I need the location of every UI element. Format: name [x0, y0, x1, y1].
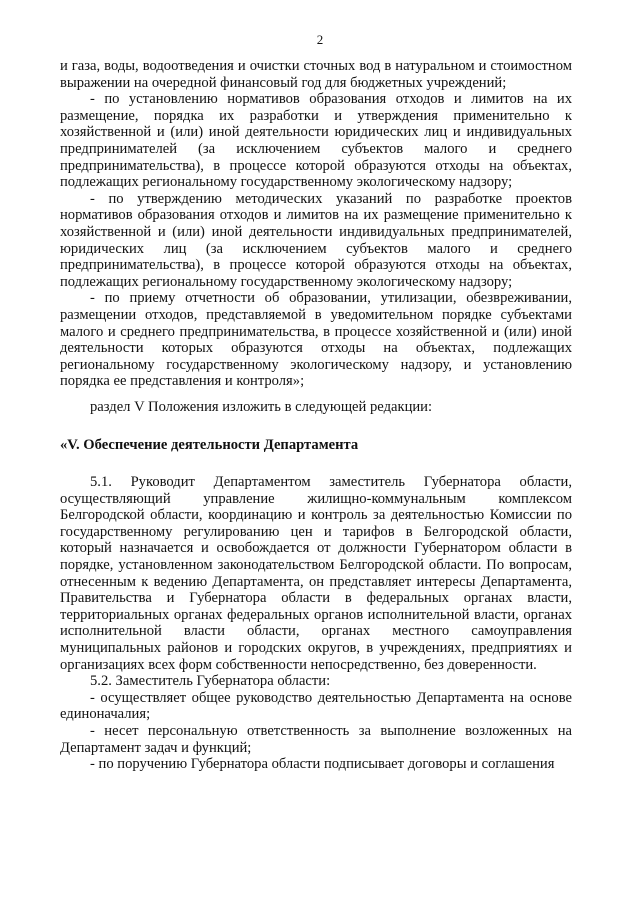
page-number: 2 — [316, 32, 324, 47]
paragraph-5-2: 5.2. Заместитель Губернатора области: — [90, 673, 331, 690]
paragraph-continuation: и газа, воды, водоотведения и очистки сточных вод в натуральном и стоимостном выражении на очередной финансовый год для бюджетных учреждений; — [60, 58, 572, 91]
list-item-method-guidelines: - по утверждению методических указаний по разработке проектов нормативов образования отходов и лимитов на их размещение применительно к хозяйственной и (или) иной деятельности индивидуальных предпринимателей, юридических лиц (за исключением субъектов малого и среднего предпринимательства), в процессе которой образуются отходы на объектах, подлежащих региональному государственному экологическому надзору; — [60, 190, 572, 290]
list-item-signing: - по поручению Губернатора области подписывает договоры и соглашения — [90, 756, 555, 773]
paragraph-section-intro: раздел V Положения изложить в следующей редакции: — [90, 398, 433, 415]
paragraph-5-1: 5.1. Руководит Департаментом заместитель Губернатора области, осуществляющий управление жилищно-коммунальным комплексом Белгородской области, координацию и контроль за деятельностью Комиссии по государственному регулированию цен и тарифов в Белгородской области, который назначается и освобождается от должности Губернатором области в порядке, установленном законодательством Белгородской области. По вопросам, отнесенным к ведению Департамента, он представляет интересы Департамента, Правительства и Губернатора области в федеральных органах власти, территориальных органах федеральных органов исполнительной власти, органах исполнительной власти области, органах местного самоуправления муниципальных районов и городских округов, в учреждениях, предприятиях и организациях всех форм собственности непосредственно, без доверенности. — [60, 474, 572, 673]
list-item-general-management: - осуществляет общее руководство деятельностью Департамента на основе единоначалия; — [60, 689, 572, 723]
list-item-reporting: - по приему отчетности об образовании, утилизации, обезвреживании, размещении отходов, представляемой в уведомительном порядке субъектами малого и среднего предпринимательства, в процессе хозяйственной и (или) иной деятельности которых образуются отходы на объектах, подлежащих региональному государственному экологическому надзору, и установлению порядка ее представления и контроля»; — [60, 290, 572, 390]
document-body — [60, 58, 572, 773]
list-item-responsibility: - несет персональную ответственность за выполнение возложенных на Департамент задач и функций; — [60, 722, 572, 756]
list-item-waste-norms: - по установлению нормативов образования отходов и лимитов на их размещение, порядка их разработки и утверждения применительно к хозяйственной и (или) иной деятельности юридических лиц и индивидуальных предпринимателей (за исключением субъектов малого и среднего предпринимательства), в процессе которой образуются отходы на объектах, подлежащих региональному государственному экологическому надзору; — [60, 91, 572, 191]
section-heading: «V. Обеспечение деятельности Департамента — [60, 437, 359, 454]
